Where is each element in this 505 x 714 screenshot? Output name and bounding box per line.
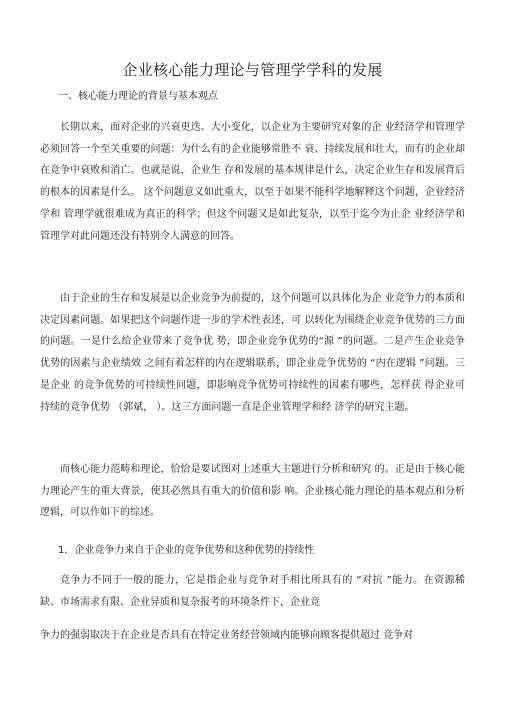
section-heading: 一、核心能力理论的背景与基本观点: [58, 91, 218, 102]
paragraph: 长期以来，面对企业的兴衰更迭、大小变化，以企业为主要研究对象的企 业经济学和管理学必须回答一个至关重要的问题：为什么有的企业能够常胜不 衰、持续发展和壮大，而有的企业却在竞争中衰败和消亡。也就是说，企业生 存和发展的基本规律是什么，决定企业生存和发展背后的根本的因素是什么。 这个问题意义如此重大，以至于如果不能科学地解释这个问题，企业经济学和 管理学就很难成为真正的科学；但这个问题又是如此复杂，以至于迄今为止企 业经济学和管理学对此问题还没有特别令人满意的回答。: [40, 122, 465, 242]
paragraph: 争力的强弱取决于在企业是否具有在特定业务经营领域内能够向顾客提供超过 竞争对: [40, 630, 414, 641]
paragraph: 而核心能力范畴和理论，恰恰是要试图对上述重大主题进行分析和研究 的。正是由于核心能力理论产生的重大背景，使其必然具有重大的价值和影 响。企业核心能力理论的基本观点和分析逻辑，可以作如下的综述。: [40, 464, 465, 519]
document-title: 企业核心能力理论与管理学学科的发展: [122, 61, 383, 79]
paragraph: 竞争力不同于一般的能力，它是指企业与竞争对手相比所具有的 “对抗 ”能力。在资源稀缺、市场需求有限、企业异质和复杂报考的环境条件下，企业竞: [40, 575, 465, 608]
subsection-heading: 1．企业竞争力来自于企业的竞争优势和这种优势的持续性: [58, 545, 315, 556]
paragraph: 由于企业的生存和发展是以企业竞争为前提的，这个问题可以具体化为企 业竞争力的本质和决定因素问题。如果把这个问题作进一步的学术性表述，可 以转化为围绕企业竞争优势的三方面的问题。一是什么给企业带来了竞争优 势，即企业竞争优势的“源 ”的问题。二是产生企业竞争优势的因素与企业绩效 之间有着怎样的内在逻辑联系，即企业竞争优势的 “内在逻辑 ”问题。三是企业 的竞争优势的可持续性问题，即影响竞争优势可持续性的因素有哪些，怎样获 得企业可持续的竞争优势 （郭斌， ）。这三方面问题一直是企业管理学和经 济学的研究主题。: [40, 293, 465, 413]
